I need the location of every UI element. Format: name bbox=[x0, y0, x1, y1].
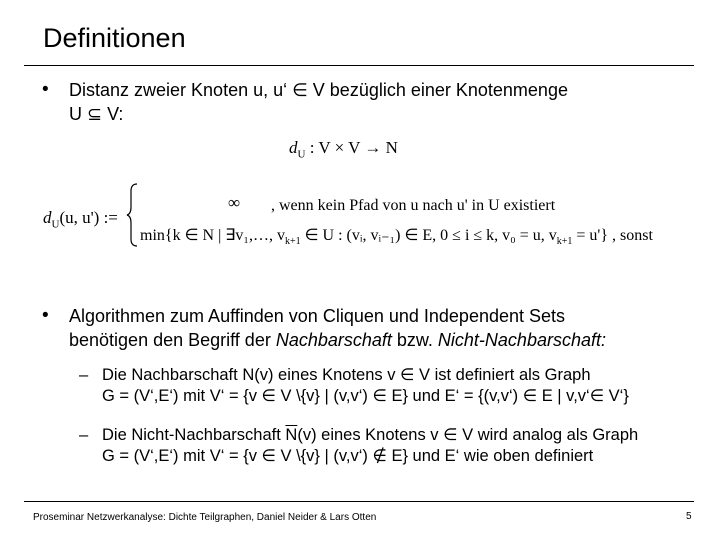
page-number: 5 bbox=[686, 511, 692, 522]
formula-case-2 bbox=[140, 225, 653, 247]
term-nachbarschaft: Nachbarschaft bbox=[275, 330, 392, 350]
formula-mapping-rest: : V × V → N bbox=[305, 138, 398, 157]
sub-bullet-2-text-a: Die Nicht-Nachbarschaft bbox=[102, 426, 286, 444]
formula-mapping-subscript: U bbox=[297, 148, 306, 161]
bullet-2-marker: • bbox=[42, 305, 49, 326]
term-nicht-nachbarschaft: Nicht-Nachbarschaft: bbox=[437, 330, 606, 350]
bullet-2-line-1: Algorithmen zum Auffinden von Cliquen und Independent Sets bbox=[69, 306, 566, 326]
title-divider bbox=[24, 65, 694, 66]
formula-case-1-condition: , wenn kein Pfad von u nach u' in U existiert bbox=[271, 197, 556, 214]
sub-bullet-2-line-2: G = (V‘,E‘) mit V‘ = {v ∈ V \{v} | (v,v‘) ∉ E} und E‘ wie oben definiert bbox=[102, 447, 594, 465]
sub-bullet-2-text-b: (v) eines Knotens v ∈ V wird analog als Graph bbox=[297, 426, 639, 444]
footer-divider bbox=[24, 501, 694, 502]
sub-bullet-1-marker: – bbox=[79, 366, 89, 384]
formula-case-2-rest: ∈ U : (vᵢ, vᵢ₋₁) ∈ E, 0 ≤ i ≤ k, v₀ = u, v bbox=[300, 227, 557, 244]
formula-case-2-value: min{k ∈ N | ∃v₁,…, v bbox=[140, 227, 285, 244]
sub-bullet-1-line-1: Die Nachbarschaft N(v) eines Knotens v ∈ V ist definiert als Graph bbox=[102, 366, 591, 384]
formula-lhs bbox=[43, 208, 118, 230]
formula-lhs-rest: (u, u') := bbox=[59, 208, 118, 227]
formula-lhs-subscript: U bbox=[51, 218, 60, 231]
formula-brace bbox=[126, 183, 138, 247]
footer-text: Proseminar Netzwerkanalyse: Dichte Teilgraphen, Daniel Neider & Lars Otten bbox=[33, 512, 377, 523]
formula-mapping bbox=[289, 138, 398, 160]
bullet-2-text-a: benötigen den Begriff der bbox=[69, 330, 276, 350]
formula-case-2-subscript-2: k+1 bbox=[556, 236, 573, 248]
bullet-2-text-b: bzw. bbox=[391, 330, 438, 350]
formula-case-1-value: ∞ bbox=[228, 193, 241, 212]
sub-bullet-2-line-1 bbox=[102, 425, 638, 446]
formula-case-2-subscript: k+1 bbox=[284, 236, 301, 248]
formula-lhs-symbol: d bbox=[43, 208, 52, 227]
formula-mapping-symbol: d bbox=[289, 138, 298, 157]
slide-title: Definitionen bbox=[43, 23, 186, 53]
bullet-1-marker: • bbox=[42, 79, 49, 100]
sub-bullet-1-line-2: G = (V‘,E‘) mit V‘ = {v ∈ V \{v} | (v,v‘) ∈ E} und E‘ = {(v,v‘) ∈ E | v,v‘∈ V‘} bbox=[102, 387, 629, 405]
formula-case-2-rest-2: = u'} , sonst bbox=[572, 227, 653, 244]
bullet-1-line-1: Distanz zweier Knoten u, u‘ ∈ V bezüglich einer Knotenmenge bbox=[69, 80, 568, 100]
bullet-2-line-2 bbox=[69, 329, 606, 351]
sub-bullet-2-marker: – bbox=[79, 426, 89, 444]
non-neighborhood-symbol: $\overline{N}$ bbox=[285, 426, 298, 444]
bullet-1-line-2: U ⊆ V: bbox=[69, 104, 124, 124]
